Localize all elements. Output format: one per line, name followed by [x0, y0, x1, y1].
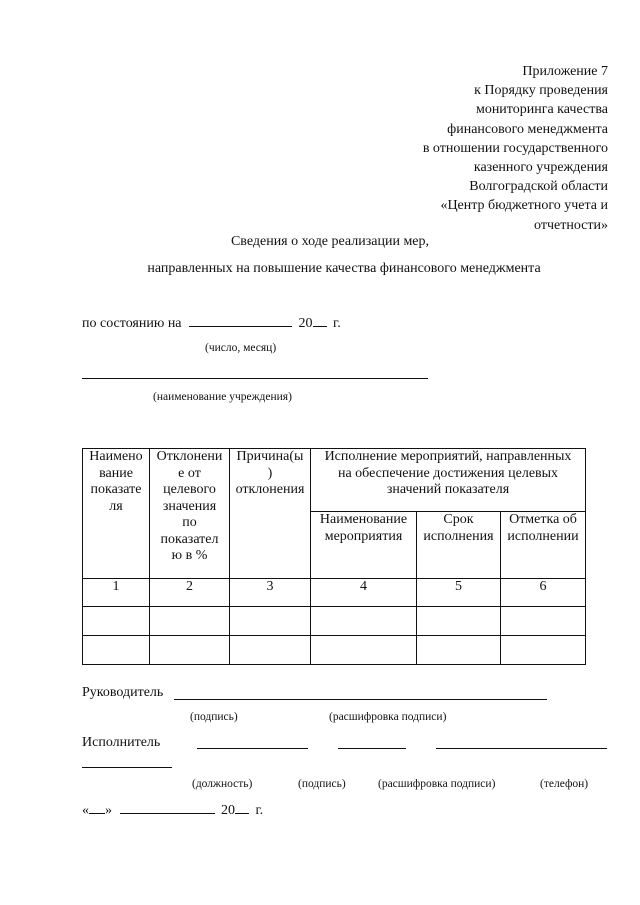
document-title-line-2: направленных на повышение качества финансового менеджмента: [147, 261, 541, 276]
header-text: исполнения: [423, 528, 494, 544]
header-text: значения: [162, 498, 217, 514]
appendix-line: финансового менеджмента: [447, 121, 608, 137]
header-text: целевого: [163, 482, 216, 497]
empty-cell[interactable]: [230, 636, 311, 665]
column-number: 2: [150, 579, 230, 607]
header-text: на обеспечение достижения целевых: [337, 465, 559, 481]
header-text: исполнении: [507, 528, 579, 544]
empty-cell[interactable]: [230, 607, 311, 636]
header-text: по: [182, 515, 197, 530]
column-number: 5: [417, 579, 501, 607]
header-text: значений показателя: [386, 482, 510, 497]
as-of-year-suffix: г.: [333, 316, 341, 331]
appendix-line: к Порядку проведения: [474, 83, 608, 99]
as-of-hint: (число, месяц): [205, 342, 277, 354]
header-deviation: [150, 449, 230, 579]
column-number: 1: [83, 579, 150, 607]
date-year-blank[interactable]: [235, 801, 249, 814]
head-label: Руководитель: [82, 685, 164, 700]
column-number: 6: [501, 579, 586, 607]
executor-phone-blank[interactable]: [82, 767, 172, 768]
document-title-line-1: Сведения о ходе реализации мер,: [230, 234, 430, 249]
header-indicator-name: [83, 449, 150, 579]
table-row: [83, 607, 586, 636]
column-number: 3: [230, 579, 311, 607]
header-text: е от: [178, 465, 201, 481]
measures-table: [82, 448, 586, 665]
header-text: показател: [160, 531, 219, 547]
executor-label: Исполнитель: [82, 735, 161, 750]
empty-cell[interactable]: [83, 636, 150, 665]
appendix-line: отчетности»: [534, 217, 608, 233]
table-row: [83, 636, 586, 665]
header-text: Наимено: [89, 449, 143, 464]
header-text: мероприятия: [324, 528, 403, 544]
as-of-date-blank[interactable]: [189, 314, 292, 327]
executor-phone-hint: (телефон): [540, 778, 589, 790]
appendix-line: Приложение 7: [522, 64, 608, 79]
header-text: Наименование: [319, 512, 408, 527]
executor-signature-blank[interactable]: [338, 748, 406, 749]
head-signature-blank[interactable]: [174, 699, 547, 700]
head-signature-hint: (подпись): [190, 711, 238, 723]
header-deadline: [417, 512, 501, 579]
day-blank[interactable]: [89, 801, 105, 814]
as-of-year-prefix: 20: [298, 316, 313, 331]
appendix-line: мониторинга качества: [475, 102, 608, 118]
as-of-label: по состоянию на: [82, 316, 182, 331]
header-text: Исполнение мероприятий, направленных: [324, 449, 572, 464]
empty-cell[interactable]: [417, 607, 501, 636]
empty-cell[interactable]: [150, 636, 230, 665]
executor-decoding-blank[interactable]: [436, 748, 607, 749]
header-completion-mark: [501, 512, 586, 579]
open-quote: «: [82, 803, 89, 818]
column-numbers-row: [83, 579, 586, 607]
header-text: Причина(ы: [236, 449, 304, 464]
appendix-line: в отношении государственного: [422, 140, 608, 156]
appendix-line: Волгоградской области: [469, 179, 608, 195]
empty-cell[interactable]: [311, 607, 417, 636]
header-text: показате: [90, 482, 142, 497]
empty-cell[interactable]: [311, 636, 417, 665]
date-year-prefix: 20: [221, 803, 235, 818]
empty-cell[interactable]: [150, 607, 230, 636]
header-measure-name: [311, 512, 417, 579]
appendix-line: «Центр бюджетного учета и: [440, 198, 608, 214]
header-text: ю в %: [171, 548, 208, 563]
executor-signature-hint: (подпись): [298, 778, 346, 790]
executor-position-blank[interactable]: [197, 748, 308, 749]
institution-hint: (наименование учреждения): [153, 391, 292, 403]
header-text: Отметка об: [509, 512, 577, 527]
appendix-line: казенного учреждения: [473, 160, 608, 176]
executor-position-hint: (должность): [192, 778, 253, 790]
empty-cell[interactable]: [83, 607, 150, 636]
as-of-year-blank[interactable]: [313, 314, 327, 327]
date-row: [82, 801, 263, 819]
as-of-row: [82, 314, 341, 332]
executor-decoding-hint: (расшифровка подписи): [378, 778, 496, 790]
header-text: вание: [99, 465, 133, 481]
empty-cell[interactable]: [501, 607, 586, 636]
header-reason: [230, 449, 311, 579]
institution-name-blank[interactable]: [82, 378, 428, 379]
header-text: ): [267, 465, 273, 481]
header-text: Отклонени: [156, 449, 223, 464]
head-decoding-hint: (расшифровка подписи): [329, 711, 447, 723]
column-number: 4: [311, 579, 417, 607]
appendix-block: [348, 62, 608, 235]
header-measures-group: [311, 449, 586, 512]
month-blank[interactable]: [120, 801, 215, 814]
empty-cell[interactable]: [501, 636, 586, 665]
header-text: ля: [109, 498, 123, 514]
close-quote: »: [105, 803, 112, 818]
header-text: Срок: [443, 512, 474, 527]
date-year-suffix: г.: [255, 803, 264, 818]
empty-cell[interactable]: [417, 636, 501, 665]
header-text: отклонения: [235, 482, 305, 497]
